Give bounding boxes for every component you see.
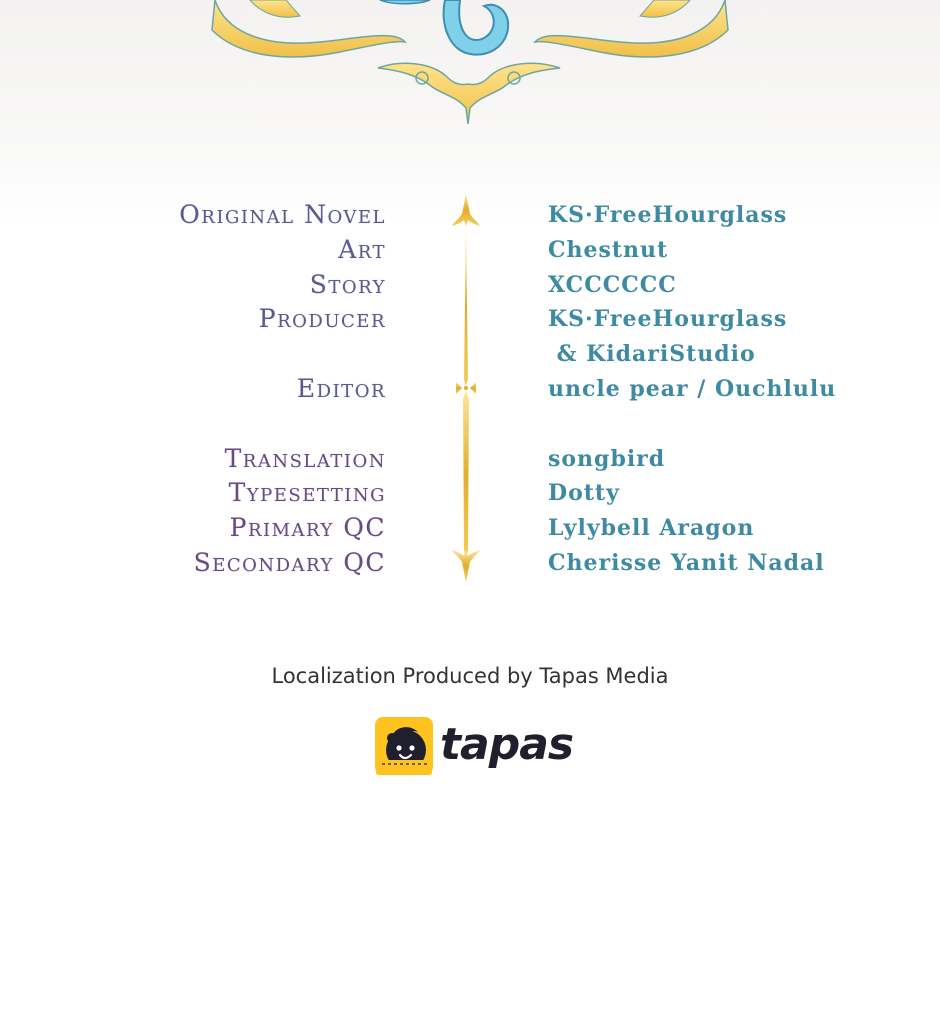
role-typesetting: Typesetting bbox=[228, 478, 386, 508]
name-secondary-qc: Cherisse Yanit Nadal bbox=[548, 549, 825, 576]
name-producer-2: & KidariStudio bbox=[548, 341, 756, 368]
role-blank-1 bbox=[80, 337, 386, 372]
role-editor: Editor bbox=[296, 373, 386, 403]
localization-credit: Localization Produced by Tapas Media bbox=[271, 664, 669, 688]
role-secondary-qc: Secondary QC bbox=[193, 547, 386, 577]
credit-roles bbox=[80, 198, 386, 581]
role-producer: Producer bbox=[258, 304, 386, 334]
name-original-novel: KS·FreeHourglass bbox=[548, 202, 788, 228]
name-story: XCCCCCC bbox=[548, 271, 677, 298]
gold-divider bbox=[440, 190, 492, 590]
name-art: Chestnut bbox=[548, 236, 669, 263]
role-original-novel: Original Novel bbox=[179, 200, 386, 229]
tapas-logo[interactable] bbox=[374, 714, 574, 780]
header-ornament bbox=[0, 0, 940, 140]
name-blank bbox=[548, 407, 928, 442]
name-translation: songbird bbox=[548, 445, 666, 472]
name-producer: KS·FreeHourglass bbox=[548, 306, 788, 333]
role-blank-2 bbox=[80, 407, 386, 442]
role-translation: Translation bbox=[224, 443, 386, 473]
tapas-mascot-icon bbox=[374, 716, 436, 778]
credit-names bbox=[548, 198, 928, 581]
name-typesetting: Dotty bbox=[548, 480, 620, 507]
role-primary-qc: Primary QC bbox=[229, 513, 386, 543]
role-story: Story bbox=[309, 269, 386, 299]
role-art: Art bbox=[338, 234, 386, 264]
tapas-wordmark: tapas bbox=[440, 719, 574, 770]
name-editor: uncle pear / Ouchlulu bbox=[548, 375, 837, 402]
name-primary-qc: Lylybell Aragon bbox=[548, 515, 755, 542]
